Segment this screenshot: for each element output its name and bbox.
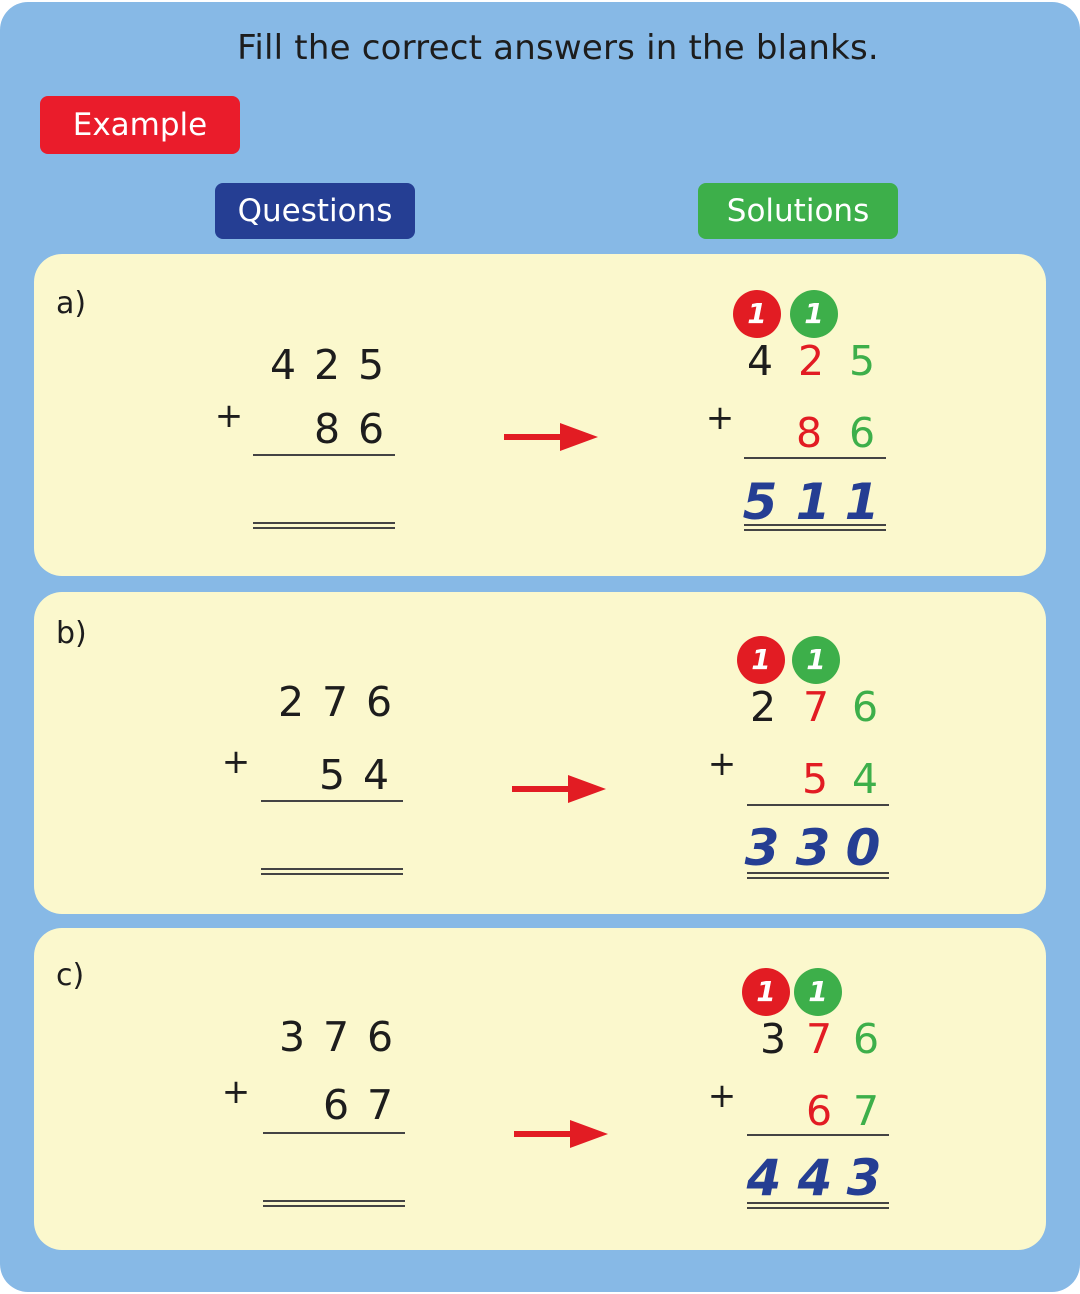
plus-sign: +	[214, 396, 244, 436]
solution-digit: 7	[802, 683, 830, 731]
answer-blank[interactable]	[261, 868, 403, 875]
question-digit: 3	[278, 1013, 306, 1061]
question-digit: 2	[277, 678, 305, 726]
answer-digit: 1	[844, 473, 880, 531]
question-digit: 4	[269, 341, 297, 389]
solution-digit: 2	[797, 337, 825, 385]
sum-line	[744, 457, 886, 459]
example-badge: Example	[40, 96, 240, 154]
question-digit: 5	[357, 341, 385, 389]
answer-blank[interactable]	[263, 1200, 405, 1207]
sum-line	[747, 1134, 889, 1136]
solution-digit: 5	[848, 337, 876, 385]
answer-digit: 3	[795, 819, 831, 877]
answer-underline	[747, 1202, 889, 1209]
problem-card-a	[34, 254, 1046, 576]
question-digit: 5	[318, 751, 346, 799]
sum-line	[253, 454, 395, 456]
answer-digit: 4	[797, 1149, 833, 1207]
problem-card-b	[34, 592, 1046, 914]
worksheet-frame	[0, 2, 1080, 1292]
right-arrow-icon	[512, 1116, 612, 1152]
solutions-header: Solutions	[698, 183, 898, 239]
solution-digit: 6	[805, 1087, 833, 1135]
solution-digit: 6	[848, 409, 876, 457]
question-digit: 7	[322, 1013, 350, 1061]
questions-header: Questions	[215, 183, 415, 239]
question-digit: 8	[313, 405, 341, 453]
sum-line	[261, 800, 403, 802]
carry-badge-tens: 1	[792, 636, 840, 684]
question-digit: 7	[321, 678, 349, 726]
carry-badge-tens: 1	[790, 290, 838, 338]
plus-sign: +	[707, 744, 737, 784]
plus-sign: +	[705, 398, 735, 438]
answer-digit: 5	[742, 473, 778, 531]
answer-digit: 4	[746, 1149, 782, 1207]
question-digit: 7	[366, 1081, 394, 1129]
question-digit: 6	[365, 678, 393, 726]
question-digit: 4	[362, 751, 390, 799]
question-digit: 6	[366, 1013, 394, 1061]
instructions-heading: Fill the correct answers in the blanks.	[237, 28, 879, 68]
solution-digit: 3	[759, 1015, 787, 1063]
question-digit: 6	[322, 1081, 350, 1129]
answer-digit: 3	[744, 819, 780, 877]
answer-digit: 0	[845, 819, 881, 877]
solution-digit: 4	[851, 755, 879, 803]
answer-digit: 1	[795, 473, 831, 531]
answer-underline	[744, 524, 886, 531]
solution-digit: 8	[795, 409, 823, 457]
plus-sign: +	[221, 1072, 251, 1112]
solution-digit: 6	[851, 683, 879, 731]
solution-digit: 5	[801, 755, 829, 803]
carry-badge-hundreds: 1	[737, 636, 785, 684]
problem-label: b)	[56, 616, 87, 651]
solution-digit: 6	[852, 1015, 880, 1063]
answer-underline	[747, 872, 889, 879]
solution-digit: 4	[746, 337, 774, 385]
plus-sign: +	[221, 742, 251, 782]
carry-badge-tens: 1	[794, 968, 842, 1016]
problem-label: c)	[56, 958, 85, 993]
plus-sign: +	[707, 1076, 737, 1116]
problem-card-c	[34, 928, 1046, 1250]
problem-label: a)	[56, 286, 87, 321]
solution-digit: 2	[749, 683, 777, 731]
carry-badge-hundreds: 1	[733, 290, 781, 338]
right-arrow-icon	[510, 771, 610, 807]
solution-digit: 7	[805, 1015, 833, 1063]
sum-line	[263, 1132, 405, 1134]
right-arrow-icon	[502, 419, 602, 455]
sum-line	[747, 804, 889, 806]
answer-digit: 3	[846, 1149, 882, 1207]
answer-blank[interactable]	[253, 522, 395, 529]
solution-digit: 7	[852, 1087, 880, 1135]
question-digit: 2	[313, 341, 341, 389]
question-digit: 6	[357, 405, 385, 453]
carry-badge-hundreds: 1	[742, 968, 790, 1016]
